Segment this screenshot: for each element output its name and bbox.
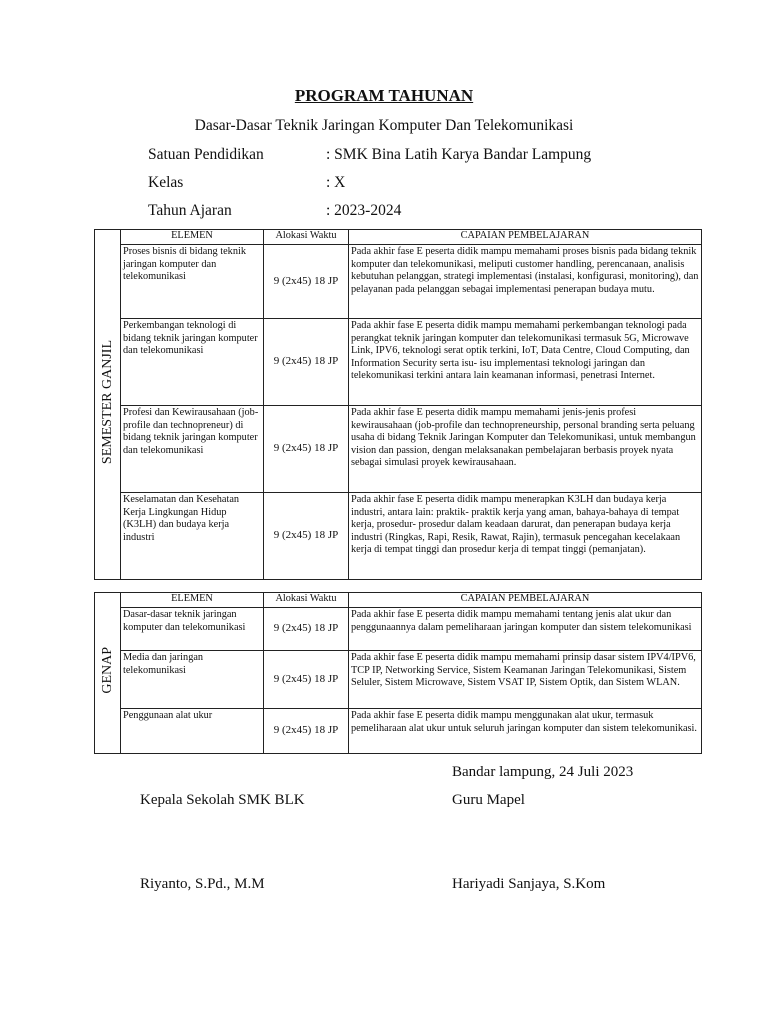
alokasi-cell: 9 (2x45) 18 JP bbox=[264, 319, 349, 406]
capaian-cell: Pada akhir fase E peserta didik mampu menggunakan alat ukur, termasuk pemeliharaan alat ukur untuk seluruh jaringan komputer dan sistem telekomunikasi. bbox=[349, 709, 702, 754]
header-alokasi: Alokasi Waktu bbox=[264, 593, 349, 608]
header-elemen: ELEMEN bbox=[121, 593, 264, 608]
table-row bbox=[95, 608, 702, 651]
capaian-cell: Pada akhir fase E peserta didik mampu memahami tentang jenis alat ukur dan penggunaannya dalam pemeliharaan jaringan komputer dan sistem telekomunikasi bbox=[349, 608, 702, 651]
info-value: : SMK Bina Latih Karya Bandar Lampung bbox=[326, 146, 592, 163]
info-value: : X bbox=[326, 174, 346, 191]
semester-label-cell bbox=[95, 230, 121, 580]
principal-role: Kepala Sekolah SMK BLK bbox=[140, 792, 305, 808]
elemen-cell: Profesi dan Kewirausahaan (job- profile dan technopreneur) di bidang teknik jaringan komputer dan telekomunikasi bbox=[121, 406, 264, 493]
header-capaian: CAPAIAN PEMBELAJARAN bbox=[349, 230, 702, 245]
alokasi-cell: 9 (2x45) 18 JP bbox=[264, 651, 349, 709]
info-label: Kelas bbox=[148, 174, 184, 191]
place-date: Bandar lampung, 24 Juli 2023 bbox=[452, 764, 634, 780]
semester-label: SEMESTER GANJIL bbox=[99, 340, 115, 465]
info-row-kelas bbox=[148, 174, 345, 192]
table-row bbox=[95, 406, 702, 493]
semester-ganjil-table bbox=[94, 229, 702, 580]
alokasi-cell: 9 (2x45) 18 JP bbox=[264, 608, 349, 651]
capaian-cell: Pada akhir fase E peserta didik mampu memahami jenis-jenis profesi kewirausahaan (job-profile dan technopreneurship, personal branding serta peluang usaha di bidang Teknik Jaringan Komputer dan Telekomunikasi, untuk membangun vision dan passion, dengan melaksanakan pembelajaran berbasis proyek nyata sebagai simulasi proyek kewirausahaan. bbox=[349, 406, 702, 493]
header-elemen: ELEMEN bbox=[121, 230, 264, 245]
alokasi-cell: 9 (2x45) 18 JP bbox=[264, 493, 349, 580]
semester-label-cell bbox=[95, 593, 121, 754]
table-row bbox=[95, 245, 702, 319]
header-capaian: CAPAIAN PEMBELAJARAN bbox=[349, 593, 702, 608]
semester-genap-table bbox=[94, 592, 702, 754]
info-row-satuan bbox=[148, 146, 591, 164]
table-row bbox=[95, 651, 702, 709]
info-label: Satuan Pendidikan bbox=[148, 146, 264, 163]
elemen-cell: Penggunaan alat ukur bbox=[121, 709, 264, 754]
alokasi-cell: 9 (2x45) 18 JP bbox=[264, 245, 349, 319]
elemen-cell: Dasar-dasar teknik jaringan komputer dan telekomunikasi bbox=[121, 608, 264, 651]
principal-name: Riyanto, S.Pd., M.M bbox=[140, 876, 265, 892]
elemen-cell: Media dan jaringan telekomunikasi bbox=[121, 651, 264, 709]
info-label: Tahun Ajaran bbox=[148, 202, 232, 219]
elemen-cell: Perkembangan teknologi di bidang teknik jaringan komputer dan telekomunikasi bbox=[121, 319, 264, 406]
table-header-row bbox=[95, 230, 702, 245]
capaian-cell: Pada akhir fase E peserta didik mampu menerapkan K3LH dan budaya kerja industri, antara lain: praktik- praktik kerja yang aman, bahaya-bahaya di tempat kerja, prosedur- prosedur dalam keadaan darurat, dan penerapan budaya kerja industri (Ringkas, Rapi, Resik, Rawat, Rajin), termasuk pencegahan kecelakaan kerja di tempat tinggi dan prosedur kerja di tempat tinggi (pemanjatan). bbox=[349, 493, 702, 580]
elemen-cell: Proses bisnis di bidang teknik jaringan komputer dan telekomunikasi bbox=[121, 245, 264, 319]
elemen-cell: Keselamatan dan Kesehatan Kerja Lingkungan Hidup (K3LH) dan budaya kerja industri bbox=[121, 493, 264, 580]
header-alokasi: Alokasi Waktu bbox=[264, 230, 349, 245]
capaian-cell: Pada akhir fase E peserta didik mampu memahami prinsip dasar sistem IPV4/IPV6, TCP IP, Networking Service, Sistem Keamanan Jaringan Telekomunikasi, Sistem Seluler, Sistem Microwave, Sistem VSAT IP, Sistem Optik, dan Sistem WLAN. bbox=[349, 651, 702, 709]
capaian-cell: Pada akhir fase E peserta didik mampu memahami proses bisnis pada bidang teknik komputer dan telekomunikasi, meliputi customer handling, perencanaan, analisis kebutuhan pelanggan, strategi implementasi (instalasi, konfigurasi, monitoring), dan pelayanan pada pelanggan sebagai implementasi penerapan budaya mutu. bbox=[349, 245, 702, 319]
document-subtitle: Dasar-Dasar Teknik Jaringan Komputer Dan Telekomunikasi bbox=[194, 117, 574, 134]
table-header-row bbox=[95, 593, 702, 608]
capaian-cell: Pada akhir fase E peserta didik mampu memahami perkembangan teknologi pada perangkat teknik jaringan komputer dan telekomunikasi termasuk 5G, Microwave Link, IPV6, teknologi serat optik terkini, IoT, Data Centre, Cloud Computing, dan Information Security serta isu- isu implementasi teknologi jaringan dan telekomunikasi terkini antara lain keamanan informasi, penetrasi Internet. bbox=[349, 319, 702, 406]
teacher-role: Guru Mapel bbox=[452, 792, 525, 808]
info-value: : 2023-2024 bbox=[326, 202, 402, 219]
alokasi-cell: 9 (2x45) 18 JP bbox=[264, 709, 349, 754]
table-row bbox=[95, 319, 702, 406]
teacher-name: Hariyadi Sanjaya, S.Kom bbox=[452, 876, 606, 892]
table-row bbox=[95, 709, 702, 754]
info-row-tahun bbox=[148, 202, 401, 220]
table-row bbox=[95, 493, 702, 580]
document-title: PROGRAM TAHUNAN bbox=[294, 86, 474, 105]
semester-label: GENAP bbox=[99, 647, 115, 695]
alokasi-cell: 9 (2x45) 18 JP bbox=[264, 406, 349, 493]
